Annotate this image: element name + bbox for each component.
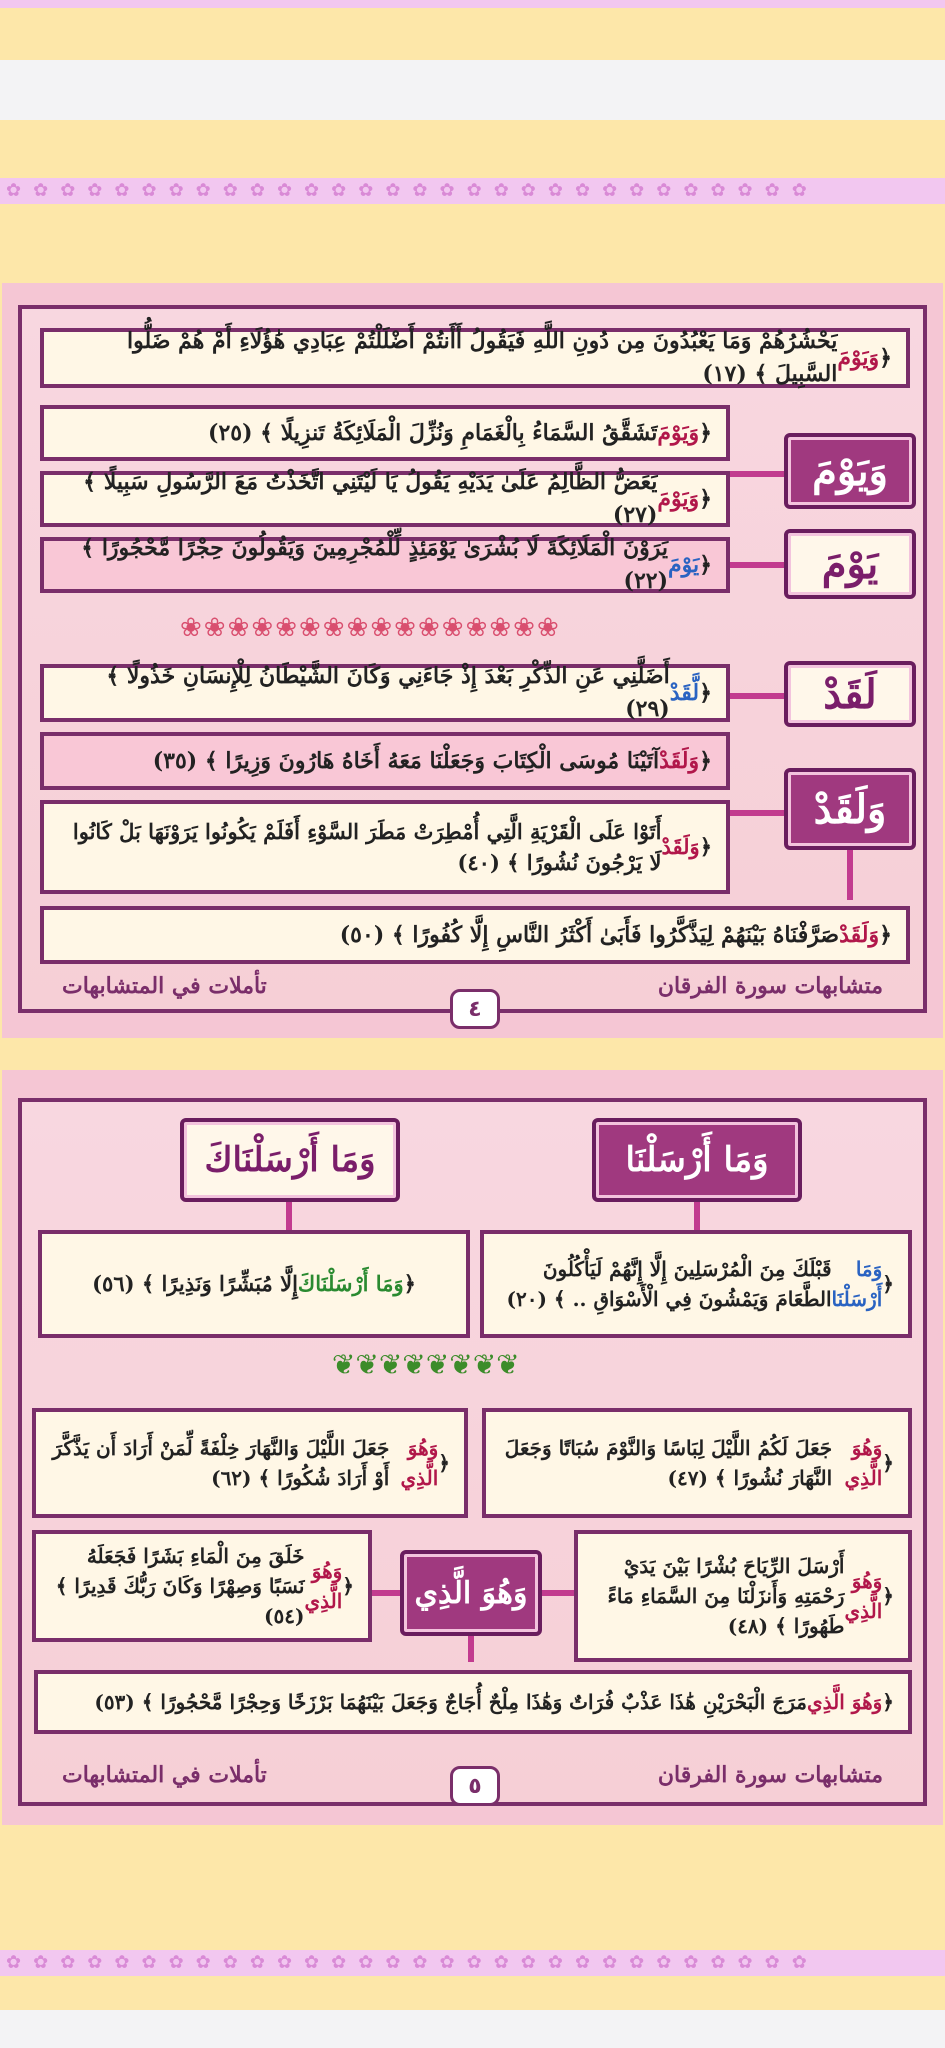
verse-lead: وَيَوْمَ <box>657 485 700 512</box>
flower-icon: ✿ <box>466 180 482 201</box>
flower-icon: ✿ <box>87 1952 103 1973</box>
footer-subtitle: تأملات في المتشابهات <box>62 1762 267 1788</box>
verse-text: إِلَّا مُبَشِّرًا وَنَذِيرًا ﴾ (٥٦) <box>92 1271 298 1297</box>
verse-text: قَبْلَكَ مِنَ الْمُرْسَلِينَ إِلَّا إِنَّهُمْ لَيَأْكُلُونَ الطَّعَامَ وَيَمْشُونَ فِي الْأَسْوَاقِ .. ﴾ (٢٠) <box>506 1257 832 1311</box>
flower-icon: ✿ <box>520 180 536 201</box>
flower-icon: ✿ <box>114 1952 130 1973</box>
verse-row-62 <box>32 1408 468 1518</box>
flower-icon: ✿ <box>493 180 509 201</box>
flower-icon: ✿ <box>683 1952 699 1973</box>
footer-title: متشابهات سورة الفرقان <box>657 973 883 999</box>
rose-garland <box>180 613 561 643</box>
flower-icon: ❀ <box>298 613 323 643</box>
flower-icon: ✿ <box>710 180 726 201</box>
flower-icon: ✿ <box>331 180 347 201</box>
verse-text: أَضَلَّنِي عَنِ الذِّكْرِ بَعْدَ إِذْ جَاءَنِي وَكَانَ الشَّيْطَانُ لِلْإِنسَانِ خَذُولًا ﴾ (٢٩) <box>106 663 670 722</box>
verse-lead: وَمَا أَرْسَلْنَا <box>831 1257 883 1311</box>
flower-icon: ✿ <box>683 180 699 201</box>
verse-row-35 <box>40 732 730 790</box>
verse-open: ﴿ <box>699 679 712 706</box>
verse-lead: وَيَوْمَ <box>837 344 880 371</box>
page-gap <box>0 1038 945 1070</box>
verse-row-53 <box>34 1670 912 1734</box>
flower-icon: ✿ <box>412 1952 428 1973</box>
tag-laqad: لَقَدْ <box>784 661 916 727</box>
verse-row-22 <box>40 537 730 593</box>
flower-icon: ✿ <box>385 180 401 201</box>
flower-icon: ✿ <box>249 180 265 201</box>
verse-lead: وَلَقَدْ <box>661 834 700 860</box>
flower-icon: ✿ <box>276 1952 293 1973</box>
bottom-gray-band <box>0 2010 945 2048</box>
flower-icon: ❦ <box>402 1348 426 1381</box>
flower-icon: ✿ <box>33 180 49 201</box>
flower-icon: ✿ <box>574 1952 591 1973</box>
flower-icon: ✿ <box>304 1952 320 1973</box>
flower-icon: ✿ <box>168 180 184 201</box>
flower-strip-lower <box>0 1950 945 1976</box>
footer-title: متشابهات سورة الفرقان <box>657 1762 883 1788</box>
verse-lead: وَمَا أَرْسَلْنَاكَ <box>297 1271 404 1297</box>
verse-open: ﴿ <box>879 921 892 948</box>
flower-icon: ❀ <box>346 613 371 643</box>
arrow-connector <box>730 471 784 477</box>
flower-icon: ✿ <box>168 1952 184 1973</box>
verse-text: أَرْسَلَ الرِّيَاحَ بُشْرًا بَيْنَ يَدَيْ رَحْمَتِهِ وَأَنزَلْنَا مِنَ السَّمَاءِ مَاءً طَهُورًا ﴾ (٤٨) <box>607 1554 845 1638</box>
tag-yawma: يَوْمَ <box>784 529 916 599</box>
flower-icon: ✿ <box>547 180 563 201</box>
flower-icon: ❀ <box>203 613 228 643</box>
verse-lead: لَّقَدْ <box>669 679 700 706</box>
arrow-connector <box>847 850 853 900</box>
flower-icon: ✿ <box>439 180 455 201</box>
flower-icon: ✿ <box>602 1952 618 1973</box>
arrow-connector <box>730 562 784 568</box>
verse-lead: وَهُوَ الَّذِي <box>304 1559 343 1613</box>
flower-icon: ❦ <box>355 1348 379 1381</box>
verse-row-25 <box>40 405 730 461</box>
verse-open: ﴿ <box>879 344 892 371</box>
tag-wamaarsalna: وَمَا أَرْسَلْنَا <box>592 1118 802 1202</box>
flower-icon: ✿ <box>249 1952 265 1973</box>
page-number: ٤ <box>450 989 500 1029</box>
arrow-connector <box>694 1202 700 1232</box>
flower-icon: ✿ <box>520 1952 536 1973</box>
arrow-connector <box>372 1590 400 1596</box>
flower-icon: ❀ <box>465 613 490 643</box>
verse-open: ﴿ <box>342 1574 354 1598</box>
flower-icon: ✿ <box>358 180 374 201</box>
flower-icon: ✿ <box>304 180 320 201</box>
verse-row-20 <box>480 1230 912 1338</box>
verse-text: جَعَلَ اللَّيْلَ وَالنَّهَارَ خِلْفَةً لِّمَنْ أَرَادَ أَن يَذَّكَّرَ أَوْ أَرَادَ شُكُورًا ﴾ (٦٢) <box>52 1436 390 1490</box>
flower-icon: ✿ <box>60 180 76 201</box>
flower-icon: ❦ <box>332 1348 356 1381</box>
flower-icon: ❦ <box>496 1348 520 1381</box>
flower-icon: ❀ <box>417 613 442 643</box>
verse-text: صَرَّفْنَاهُ بَيْنَهُمْ لِيَذَّكَّرُوا فَأَبَىٰ أَكْثَرُ النَّاسِ إِلَّا كُفُورًا ﴾ (٥٠) <box>339 921 840 948</box>
verse-row-54 <box>32 1530 372 1642</box>
tag-wahuwa: وَهُوَ الَّذِي <box>400 1550 542 1636</box>
flower-icon: ✿ <box>493 1952 509 1973</box>
flower-icon: ✿ <box>60 1952 76 1973</box>
verse-open: ﴿ <box>882 1272 894 1296</box>
verse-row-47 <box>482 1408 912 1518</box>
verse-lead: وَهُوَ الَّذِي <box>400 1436 439 1490</box>
verse-lead: وَلَقَدْ <box>659 747 700 774</box>
flower-icon: ✿ <box>87 180 103 201</box>
flower-icon: ✿ <box>331 1952 347 1973</box>
flower-icon: ❦ <box>425 1348 450 1381</box>
top-gray-band <box>0 60 945 120</box>
footer-subtitle: تأملات في المتشابهات <box>62 973 267 999</box>
flower-icon: ✿ <box>764 180 780 201</box>
verse-text: تَشَقَّقُ السَّمَاءُ بِالْغَمَامِ وَنُزِّلَ الْمَلَائِكَةُ تَنزِيلًا ﴾ (٢٥) <box>208 419 658 446</box>
verse-open: ﴿ <box>699 551 712 578</box>
verse-lead: يَوْمَ <box>668 551 700 578</box>
verse-text: يَعَضُّ الظَّالِمُ عَلَىٰ يَدَيْهِ يَقُولُ يَا لَيْتَنِي اتَّخَذْتُ مَعَ الرَّسُولِ سَبِيلًا ﴾ (٢٧) <box>83 469 658 528</box>
flower-icon: ✿ <box>195 1952 211 1973</box>
flower-icon: ✿ <box>710 1952 726 1973</box>
flower-icon: ✿ <box>195 180 211 201</box>
flower-icon: ✿ <box>6 1952 22 1973</box>
verse-row-27 <box>40 471 730 527</box>
verse-lead: وَهُوَ الَّذِي <box>806 1690 883 1714</box>
verse-open: ﴿ <box>699 747 712 774</box>
flower-icon: ✿ <box>6 180 22 201</box>
flower-icon: ❀ <box>251 613 276 643</box>
flower-icon: ✿ <box>656 180 672 201</box>
flower-icon: ✿ <box>412 180 428 201</box>
verse-open: ﴿ <box>438 1451 450 1475</box>
flower-icon: ✿ <box>629 1952 645 1973</box>
verse-text: يَرَوْنَ الْمَلَائِكَةَ لَا بُشْرَىٰ يَوْمَئِذٍ لِّلْمُجْرِمِينَ وَيَقُولُونَ حِجْرًا مَّحْجُورًا ﴾ (٢٢) <box>81 535 668 594</box>
flower-icon: ✿ <box>222 180 238 201</box>
flower-icon: ❀ <box>370 613 395 643</box>
flower-strip-upper <box>0 178 945 204</box>
top-flower-strip <box>0 0 945 8</box>
flower-icon: ✿ <box>764 1952 780 1973</box>
arrow-connector <box>730 810 784 816</box>
verse-text: خَلَقَ مِنَ الْمَاءِ بَشَرًا فَجَعَلَهُ نَسَبًا وَصِهْرًا وَكَانَ رَبُّكَ قَدِيرًا ﴾ (٥٤) <box>55 1544 305 1628</box>
verse-open: ﴿ <box>882 1584 894 1608</box>
flower-icon: ✿ <box>737 1952 753 1973</box>
verse-open: ﴿ <box>882 1690 894 1714</box>
flower-icon: ✿ <box>439 1952 455 1973</box>
flower-icon: ✿ <box>656 1952 672 1973</box>
flower-icon: ✿ <box>602 180 618 201</box>
tag-walaqad: وَلَقَدْ <box>784 768 916 850</box>
flower-icon: ✿ <box>141 180 157 201</box>
flower-icon: ❦ <box>449 1348 473 1381</box>
verse-open: ﴿ <box>699 419 712 446</box>
arrow-connector <box>730 693 784 699</box>
page-5 <box>2 1070 943 1825</box>
flower-icon: ✿ <box>33 1952 49 1973</box>
verse-lead: وَلَقَدْ <box>839 921 880 948</box>
top-yellow-band <box>0 0 945 60</box>
flower-icon: ❀ <box>227 613 252 643</box>
flower-icon: ❀ <box>513 613 537 643</box>
flower-icon: ✿ <box>574 180 591 201</box>
flower-icon: ✿ <box>466 1952 482 1973</box>
verse-row-50 <box>40 906 910 964</box>
verse-text: مَرَجَ الْبَحْرَيْنِ هَٰذَا عَذْبٌ فُرَاتٌ وَهَٰذَا مِلْحٌ أُجَاجٌ وَجَعَلَ بَيْنَهُمَا بَرْزَخًا وَحِجْرًا مَّحْجُورًا ﴾ (٥٣) <box>94 1690 807 1714</box>
arrow-connector <box>286 1202 292 1232</box>
verse-lead: وَهُوَ الَّذِي <box>844 1569 883 1623</box>
verse-text: آتَيْنَا مُوسَى الْكِتَابَ وَجَعَلْنَا مَعَهُ أَخَاهُ هَارُونَ وَزِيرًا ﴾ (٣٥) <box>152 747 660 774</box>
flower-icon: ✿ <box>222 1952 238 1973</box>
flower-icon: ❦ <box>472 1348 497 1381</box>
verse-open: ﴿ <box>882 1451 894 1475</box>
page-4 <box>2 283 943 1038</box>
flower-icon: ❀ <box>394 613 418 643</box>
verse-text: جَعَلَ لَكُمُ اللَّيْلَ لِبَاسًا وَالنَّوْمَ سُبَاتًا وَجَعَلَ النَّهَارَ نُشُورًا ﴾ (٤٧) <box>504 1436 833 1490</box>
flower-icon: ❀ <box>275 613 299 643</box>
flower-icon: ❀ <box>489 613 514 643</box>
verse-open: ﴿ <box>699 834 712 860</box>
flower-icon: ✿ <box>141 1952 157 1973</box>
verse-text: يَحْشُرُهُمْ وَمَا يَعْبُدُونَ مِن دُونِ اللَّهِ فَيَقُولُ أَأَنتُمْ أَضْلَلْتُمْ عِبَادِي هَٰؤُلَاءِ أَمْ هُمْ ضَلُّوا السَّبِيلَ ﴾ (١٧) <box>126 328 838 387</box>
flower-icon: ✿ <box>547 1952 563 1973</box>
page-number: ٥ <box>450 1766 500 1806</box>
verse-row-40 <box>40 800 730 894</box>
tag-wamaarsalnaka: وَمَا أَرْسَلْنَاكَ <box>180 1118 400 1202</box>
flower-icon: ✿ <box>737 180 753 201</box>
flower-icon: ❀ <box>441 613 466 643</box>
flower-icon: ✿ <box>358 1952 374 1973</box>
arrow-connector <box>542 1590 574 1596</box>
flower-icon: ✿ <box>276 180 293 201</box>
verse-row-17 <box>40 328 910 388</box>
verse-open: ﴿ <box>699 485 712 512</box>
flower-icon: ✿ <box>114 180 130 201</box>
verse-row-56 <box>38 1230 470 1338</box>
verse-text: أَتَوْا عَلَى الْقَرْيَةِ الَّتِي أُمْطِرَتْ مَطَرَ السَّوْءِ أَفَلَمْ يَكُونُوا يَرَوْنَهَا بَلْ كَانُوا لَا يَرْجُونَ نُشُورًا ﴾ (٤٠) <box>72 818 662 875</box>
flower-icon: ❀ <box>180 613 204 643</box>
flower-icon: ❦ <box>378 1348 403 1381</box>
flower-icon: ✿ <box>791 180 807 201</box>
verse-row-48 <box>574 1530 912 1662</box>
verse-row-29 <box>40 664 730 722</box>
flower-icon: ✿ <box>629 180 645 201</box>
arrow-connector <box>468 1636 474 1662</box>
verse-open: ﴿ <box>403 1271 416 1297</box>
verse-lead: وَيَوْمَ <box>657 419 700 446</box>
tag-wayawma: وَيَوْمَ <box>784 433 916 509</box>
flower-icon: ❀ <box>536 613 561 643</box>
vine-decoration <box>332 1348 520 1381</box>
flower-icon: ✿ <box>791 1952 807 1973</box>
flower-icon: ❀ <box>322 613 347 643</box>
verse-lead: وَهُوَ الَّذِي <box>844 1436 883 1490</box>
flower-icon: ✿ <box>385 1952 401 1973</box>
